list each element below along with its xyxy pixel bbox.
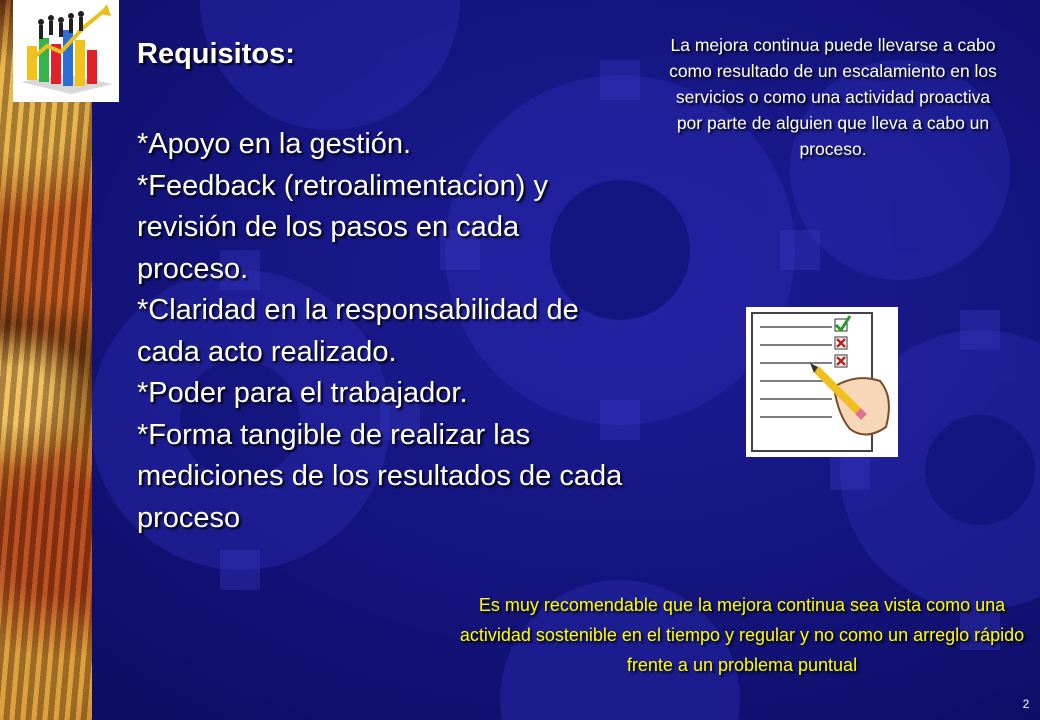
slide-title: Requisitos:	[137, 38, 295, 70]
page-number: 2	[1022, 697, 1030, 711]
requirement-item: *Apoyo en la gestión.	[137, 128, 412, 160]
requirement-item: *Claridad en la responsabilidad de cada acto realizado.	[137, 294, 579, 368]
requirements-list	[137, 124, 627, 539]
checklist-pencil-icon	[746, 307, 898, 457]
requirement-item: *Forma tangible de realizar las mediciones de los resultados de cada proceso	[137, 418, 623, 534]
decorative-side-strip	[0, 0, 92, 720]
continuous-improvement-note: La mejora continua puede llevarse a cabo como resultado de un escalamiento en los servicios o como una actividad proactiva por parte de alguien que lleva a cabo un proceso.	[669, 35, 997, 159]
checklist-image	[746, 307, 898, 457]
recommendation-text: Es muy recomendable que la mejora continua sea vista como una actividad sostenible en el tiempo y regular y no como un arreglo rápido frente a un problema puntual	[459, 595, 1025, 675]
requirement-item: *Poder para el trabajador.	[137, 377, 468, 409]
logo-image	[13, 0, 119, 102]
requirement-item: *Feedback (retroalimentacion) y revisión de los pasos en cada proceso.	[137, 169, 549, 285]
bar-chart-icon	[13, 0, 119, 102]
